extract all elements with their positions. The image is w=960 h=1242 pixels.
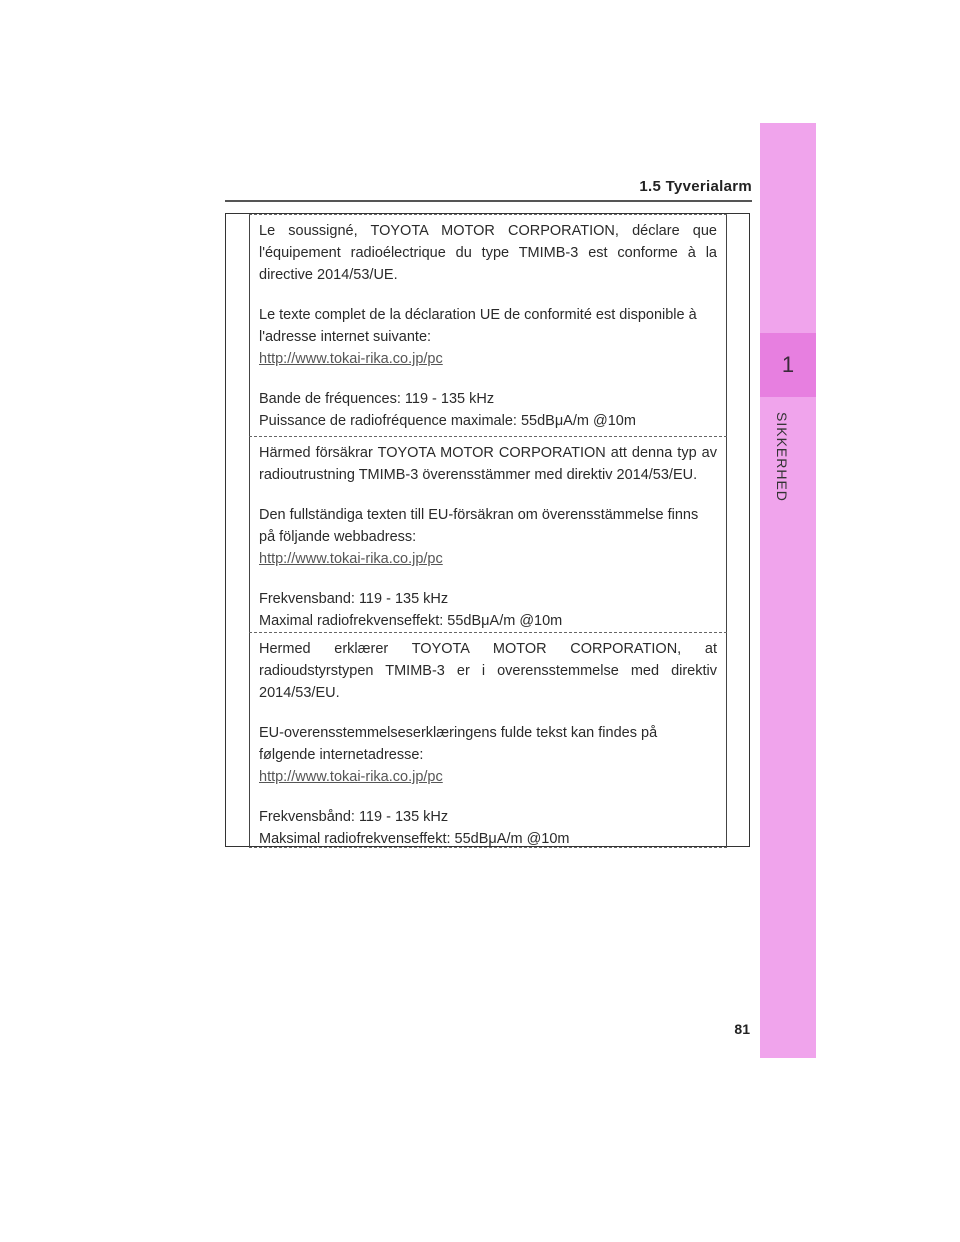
availability-text: Den fullständiga texten till EU-försäkran om överensstämmelse finns på följande webbadress: (259, 507, 699, 545)
declaration-specs (259, 388, 717, 432)
max-power: Maksimal radiofrekvenseffekt: 55dBμA/m @10m (259, 831, 570, 847)
declaration-availability (259, 304, 717, 370)
declaration-availability (259, 722, 717, 788)
max-power: Puissance de radiofréquence maximale: 55dBμA/m @10m (259, 413, 636, 429)
frequency-band: Frekvensband: 119 - 135 kHz (259, 591, 449, 607)
declaration-statement: Hermed erklærer TOYOTA MOTOR CORPORATION, at radioudstyrstypen TMIMB-3 er i overensstemmelse med direktiv 2014/53/EU. (259, 641, 717, 701)
chapter-name: SIKKERHED (774, 412, 790, 502)
frequency-band: Frekvensbånd: 119 - 135 kHz (259, 809, 449, 825)
availability-text: Le texte complet de la déclaration UE de conformité est disponible à l'adresse internet suivante: (259, 307, 697, 345)
max-power: Maximal radiofrekvenseffekt: 55dBμA/m @10m (259, 613, 563, 629)
declaration-french (249, 214, 727, 437)
declaration-danish (249, 632, 727, 848)
chapter-number-badge (760, 333, 816, 397)
section-title: 1.5 Tyverialarm (639, 178, 752, 195)
availability-text: EU-overensstemmelseserklæringens fulde tekst kan findes på følgende internetadresse: (259, 725, 658, 763)
chapter-side-tab (760, 123, 816, 1058)
declaration-statement: Le soussigné, TOYOTA MOTOR CORPORATION, déclare que l'équipement radioélectrique du type TMIMB-3 est conforme à la directive 2014/53/UE. (259, 223, 717, 283)
declaration-url-link[interactable]: http://www.tokai-rika.co.jp/pc (259, 769, 443, 785)
page-number: 81 (734, 1021, 750, 1037)
declaration-specs (259, 806, 717, 850)
declaration-specs (259, 588, 717, 632)
declaration-swedish (249, 436, 727, 632)
frequency-band: Bande de fréquences: 119 - 135 kHz (259, 391, 495, 407)
chapter-number: 1 (781, 352, 795, 377)
declaration-url-link[interactable]: http://www.tokai-rika.co.jp/pc (259, 351, 443, 367)
header-divider (225, 200, 752, 202)
declaration-availability (259, 504, 717, 570)
declaration-url-link[interactable]: http://www.tokai-rika.co.jp/pc (259, 551, 443, 567)
declaration-statement: Härmed försäkrar TOYOTA MOTOR CORPORATION att denna typ av radioutrustning TMIMB-3 överensstämmer med direktiv 2014/53/EU. (259, 445, 717, 483)
